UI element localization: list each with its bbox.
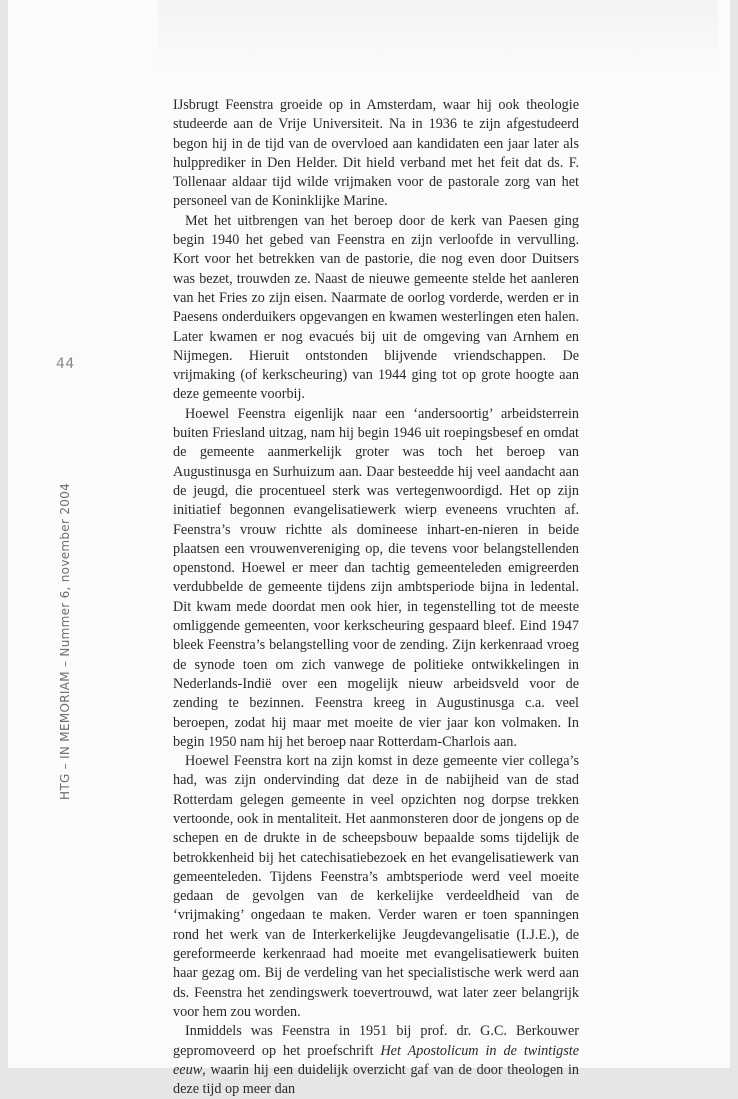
paragraph: Hoewel Feenstra eigenlijk naar een ‘andersoortig’ arbeidsterrein buiten Friesland uitzag, nam hij begin 1946 uit roepingsbesef en omdat de gemeente aanmerkelijk groter was toch het beroep van Augustinusga en Surhuizum aan. Daar besteedde hij veel aandacht aan de jeugd, die procentueel sterk was vertegenwoordigd. Het op zijn initiatief begonnen evangelisatiewerk wierp eveneens vruchten af. Feenstra’s vrouw richtte als domineese inhart-en-nieren in beide plaatsen een vrouwenvereniging op, die tevens voor belangstellenden openstond. Hoewel er meer dan tachtig gemeenteleden emigreerden verdubbelde de gemeente tijdens zijn ambtsperiode bijna in ledental. Dit kwam mede doordat men ook hier, in tegenstelling tot de meeste omliggende gemeenten, voor kerkscheuring gespaard bleef. Eind 1947 bleek Feenstra’s belangstelling voor de zending. Zijn kerkenraad vroeg de synode toen om zich vanwege de politieke ontwikkelingen in Nederlands-Indië over een mogelijk nieuw arbeidsveld voor de zending te bezinnen. Feenstra kreeg in Augustinusga c.a. veel beroepen, zodat hij maar met moeite de vier jaar kon volmaken. In begin 1950 nam hij het beroep naar Rotterdam-Charlois aan. — [173, 405, 579, 750]
paragraph: Hoewel Feenstra kort na zijn komst in deze gemeente vier collega’s had, was zijn ondervinding dat deze in de nabijheid van de stad Rotterdam gelegen gemeente in veel opzichten nog dorpse trekken vertoonde, ook in mentaliteit. Het aanmonsteren door de jongens op de schepen en de drukte in de scheepsbouw bepaalde soms tijdelijk de betrokkenheid bij het catechisatiebezoek en het evangelisatiewerk van gemeenteleden. Tijdens Feenstra’s ambtsperiode werd veel moeite gedaan de gevolgen van de kerkelijke verdeeldheid van de ‘vrijmaking’ ongedaan te maken. Verder waren er toen spanningen rond het werk van de Interkerkelijke Jeugdevangelisatie (I.J.E.), de gereformeerde kerkenraad had moeite met evangelisatiewerk buiten haar gezag om. Bij de verdeling van het specialistische werk werd aan ds. Feenstra het zendingswerk toevertrouwd, wat later zeer belangrijk voor hem zou worden. — [173, 753, 579, 1020]
running-head: HTG – IN MEMORIAM – Nummer 6, november 2004 — [58, 482, 72, 800]
paragraph-text: , waarin hij een duidelijk overzicht gaf van de door theologen in deze tijd op meer dan — [173, 1061, 579, 1098]
body-text — [173, 96, 579, 1099]
show-through-shadow — [158, 0, 718, 70]
paragraph-text: Inmiddels was Feenstra in 1951 bij prof. dr. G.C. Berkouwer gepromoveerd op het proefschrift — [173, 1023, 579, 1059]
paragraph — [173, 1022, 579, 1099]
page-number: 44 — [56, 356, 75, 372]
paragraph: Met het uitbrengen van het beroep door de kerk van Paesen ging begin 1940 het gebed van Feenstra en zijn verloofde in vervulling. Kort voor het betrekken van de pastorie, die nog even door Duitsers was bezet, trouwden ze. Naast de nieuwe gemeente stelde het aanleren van het Fries zo zijn eisen. Naarmate de oorlog vorderde, werden er in Paesens onderduikers opgevangen en kwamen westerlingen eten halen. Later kwamen er nog evacués bij uit de omgeving van Arnhem en Nijmegen. Hieruit ontstonden blijvende vriendschappen. De vrijmaking (of kerkscheuring) van 1944 ging tot op grote hoogte aan deze gemeente voorbij. — [173, 212, 579, 403]
dissertation-title: Het Apostolicum in de twintigste eeuw — [173, 1042, 579, 1078]
book-page — [8, 0, 730, 1098]
paragraph: IJsbrugt Feenstra groeide op in Amsterdam, waar hij ook theologie studeerde aan de Vrije Universiteit. Na in 1936 te zijn afgestudeerd begon hij in de tijd van de overvloed aan kandidaten een jaar later als hulpprediker in Den Helder. Dit hield verband met het feit dat ds. F. Tollenaar aldaar tijd wilde vrijmaken voor de pastorale zorg van het personeel van de Koninklijke Marine. — [173, 97, 579, 210]
